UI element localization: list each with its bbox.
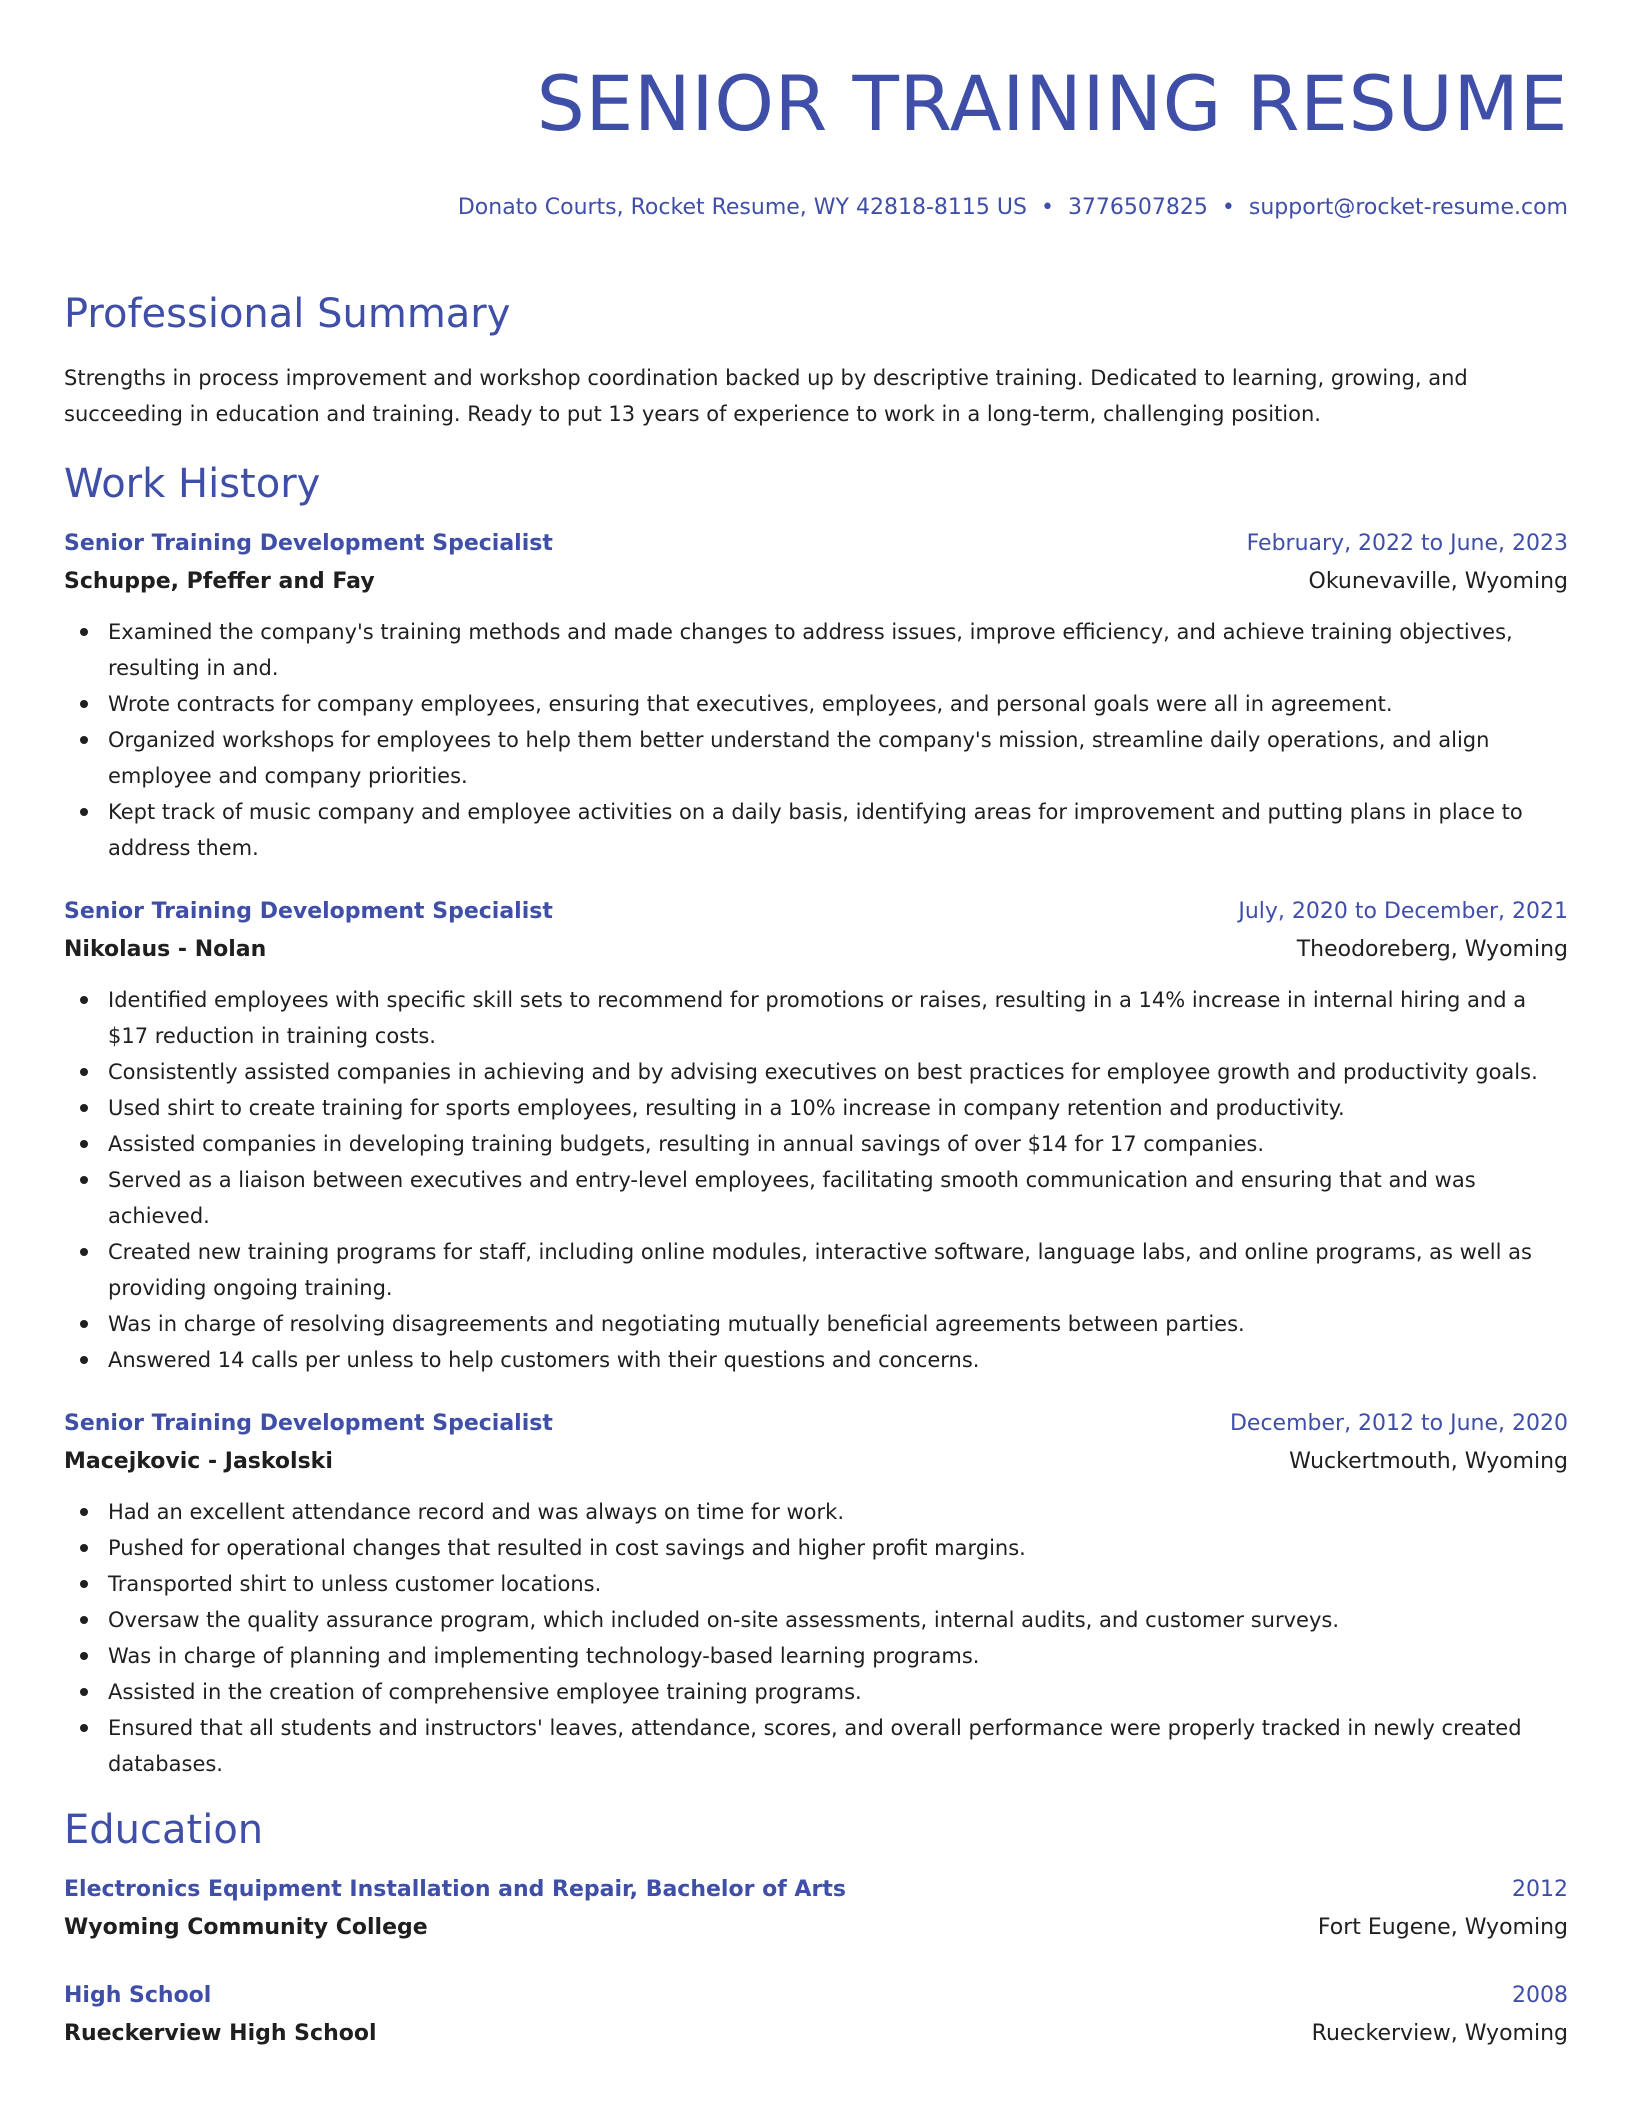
job-dates: February, 2022 to June, 2023 [1246, 531, 1568, 556]
education-school: Rueckerview High School [64, 2021, 377, 2046]
job-bullet: Wrote contracts for company employees, ensuring that executives, employees, and personal goals were all in agreement. [64, 686, 1568, 722]
job-title: Senior Training Development Specialist [64, 899, 553, 924]
job-header-row [64, 528, 1568, 560]
job-entry [64, 1408, 1568, 1782]
education-heading: Education [64, 1807, 264, 1853]
contact-line [64, 194, 1568, 222]
job-bullets [64, 1494, 1568, 1782]
job-bullet: Ensured that all students and instructors' leaves, attendance, scores, and overall performance were properly tracked in newly created databases. [64, 1710, 1568, 1782]
job-bullet: Examined the company's training methods and made changes to address issues, improve efficiency, and achieve training objectives, resulting in and. [64, 614, 1568, 686]
education-location: Fort Eugene, Wyoming [1317, 1915, 1568, 1940]
education-degree: Electronics Equipment Installation and Repair, Bachelor of Arts [64, 1877, 846, 1902]
job-employer: Nikolaus - Nolan [64, 937, 267, 962]
contact-address: Donato Courts, Rocket Resume, WY 42818-8115 US [457, 195, 1027, 220]
job-location: Okunevaville, Wyoming [1308, 569, 1568, 594]
summary-heading: Professional Summary [64, 291, 511, 337]
job-bullet: Kept track of music company and employee activities on a daily basis, identifying areas for improvement and putting plans in place to address them. [64, 794, 1568, 866]
summary-text: Strengths in process improvement and workshop coordination backed up by descriptive training. Dedicated to learning, growing, and succeeding in education and training. Ready to put 13 years of experience to work in a long-term, challenging position. [64, 366, 1468, 426]
education-location: Rueckerview, Wyoming [1311, 2021, 1568, 2046]
job-bullet: Served as a liaison between executives and entry-level employees, facilitating smooth communication and ensuring that and was achieved. [64, 1162, 1568, 1234]
contact-separator: • [1221, 195, 1235, 220]
education-header-row [64, 1874, 1568, 1906]
job-employer-row [64, 928, 1568, 966]
job-dates: July, 2020 to December, 2021 [1238, 899, 1568, 924]
job-title: Senior Training Development Specialist [64, 1411, 553, 1436]
education-entry [64, 1980, 1568, 2050]
education-entry [64, 1874, 1568, 1944]
job-bullet: Was in charge of resolving disagreements and negotiating mutually beneficial agreements between parties. [64, 1306, 1568, 1342]
job-location: Wuckertmouth, Wyoming [1289, 1449, 1568, 1474]
job-bullet: Oversaw the quality assurance program, which included on-site assessments, internal audits, and customer surveys. [64, 1602, 1568, 1638]
education-degree: High School [64, 1983, 212, 2008]
job-bullet: Used shirt to create training for sports employees, resulting in a 10% increase in company retention and productivity. [64, 1090, 1568, 1126]
job-entry [64, 528, 1568, 866]
job-entry [64, 896, 1568, 1378]
education-school-row [64, 2012, 1568, 2050]
job-bullet: Answered 14 calls per unless to help customers with their questions and concerns. [64, 1342, 1568, 1378]
resume-title: SENIOR TRAINING RESUME [536, 59, 1568, 148]
job-bullets [64, 614, 1568, 866]
job-bullet: Had an excellent attendance record and was always on time for work. [64, 1494, 1568, 1530]
education-year: 2012 [1512, 1877, 1568, 1902]
job-bullet: Was in charge of planning and implementing technology-based learning programs. [64, 1638, 1568, 1674]
education-school: Wyoming Community College [64, 1915, 428, 1940]
job-employer-row [64, 1440, 1568, 1478]
job-employer: Schuppe, Pfeffer and Fay [64, 569, 375, 594]
education-year: 2008 [1512, 1983, 1568, 2008]
work-history-heading: Work History [64, 461, 321, 507]
job-bullets [64, 982, 1568, 1378]
job-bullet: Pushed for operational changes that resulted in cost savings and higher profit margins. [64, 1530, 1568, 1566]
job-employer: Macejkovic - Jaskolski [64, 1449, 333, 1474]
contact-phone: 3776507825 [1067, 195, 1208, 220]
job-bullet: Identified employees with specific skill sets to recommend for promotions or raises, resulting in a 14% increase in internal hiring and a $17 reduction in training costs. [64, 982, 1568, 1054]
job-bullet: Organized workshops for employees to help them better understand the company's mission, streamline daily operations, and align employee and company priorities. [64, 722, 1568, 794]
contact-email: support@rocket-resume.com [1248, 195, 1568, 220]
contact-separator: • [1040, 195, 1054, 220]
job-bullet: Consistently assisted companies in achieving and by advising executives on best practices for employee growth and productivity goals. [64, 1054, 1568, 1090]
job-employer-row [64, 560, 1568, 598]
job-title: Senior Training Development Specialist [64, 531, 553, 556]
job-location: Theodoreberg, Wyoming [1296, 937, 1568, 962]
job-bullet: Assisted companies in developing training budgets, resulting in annual savings of over $14 for 17 companies. [64, 1126, 1568, 1162]
job-dates: December, 2012 to June, 2020 [1229, 1411, 1568, 1436]
job-bullet: Assisted in the creation of comprehensive employee training programs. [64, 1674, 1568, 1710]
job-header-row [64, 1408, 1568, 1440]
job-bullet: Created new training programs for staff, including online modules, interactive software, language labs, and online programs, as well as providing ongoing training. [64, 1234, 1568, 1306]
job-header-row [64, 896, 1568, 928]
job-bullet: Transported shirt to unless customer locations. [64, 1566, 1568, 1602]
education-header-row [64, 1980, 1568, 2012]
education-school-row [64, 1906, 1568, 1944]
